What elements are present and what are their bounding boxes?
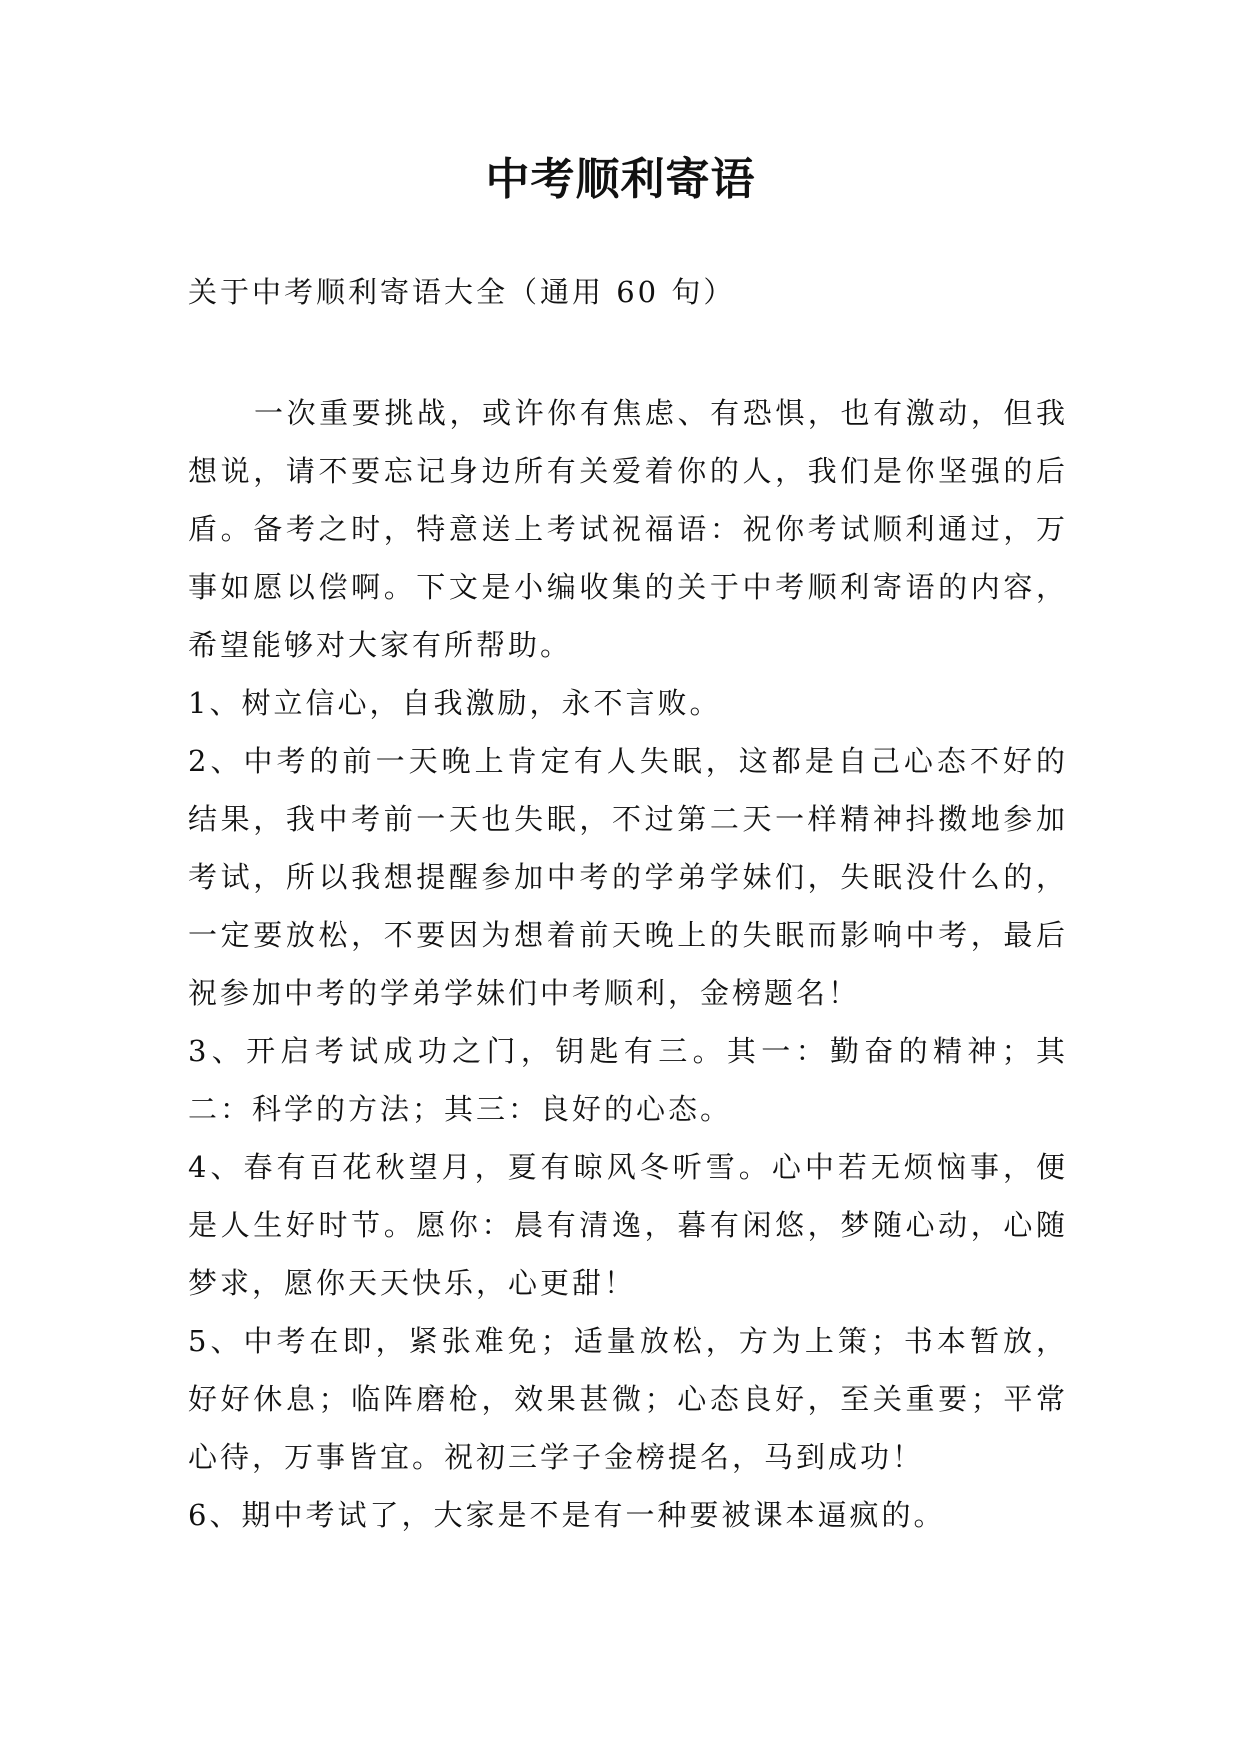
list-item-5: 5、中考在即，紧张难免；适量放松，方为上策；书本暂放，好好休息；临阵磨枪，效果甚微；心态良好，至关重要；平常心待，万事皆宜。祝初三学子金榜提名，马到成功！ [188,1324,1068,1474]
list-item-2: 2、中考的前一天晚上肯定有人失眠，这都是自己心态不好的结果，我中考前一天也失眠，不过第二天一样精神抖擞地参加考试，所以我想提醒参加中考的学弟学妹们，失眠没什么的，一定要放松，不要因为想着前天晚上的失眠而影响中考，最后祝参加中考的学弟学妹们中考顺利，金榜题名！ [188,744,1068,1010]
document-body [188,263,1068,1544]
list-item-4: 4、春有百花秋望月，夏有晾风冬听雪。心中若无烦恼事，便是人生好时节。愿你：晨有清逸，暮有闲悠，梦随心动，心随梦求，愿你天天快乐，心更甜！ [188,1150,1068,1300]
list-item-3: 3、开启考试成功之门，钥匙有三。其一：勤奋的精神；其二：科学的方法；其三：良好的心态。 [188,1034,1068,1126]
document-subtitle: 关于中考顺利寄语大全（通用 60 句） [188,275,736,309]
list-item-6: 6、期中考试了，大家是不是有一种要被课本逼疯的。 [188,1498,946,1532]
list-item-1: 1、树立信心，自我激励，永不言败。 [188,686,722,720]
intro-paragraph: 一次重要挑战，或许你有焦虑、有恐惧，也有激动，但我想说，请不要忘记身边所有关爱着你的人，我们是你坚强的后盾。备考之时，特意送上考试祝福语：祝你考试顺利通过，万事如愿以偿啊。下文是小编收集的关于中考顺利寄语的内容，希望能够对大家有所帮助。 [188,396,1068,662]
document-title: 中考顺利寄语 [485,154,756,205]
